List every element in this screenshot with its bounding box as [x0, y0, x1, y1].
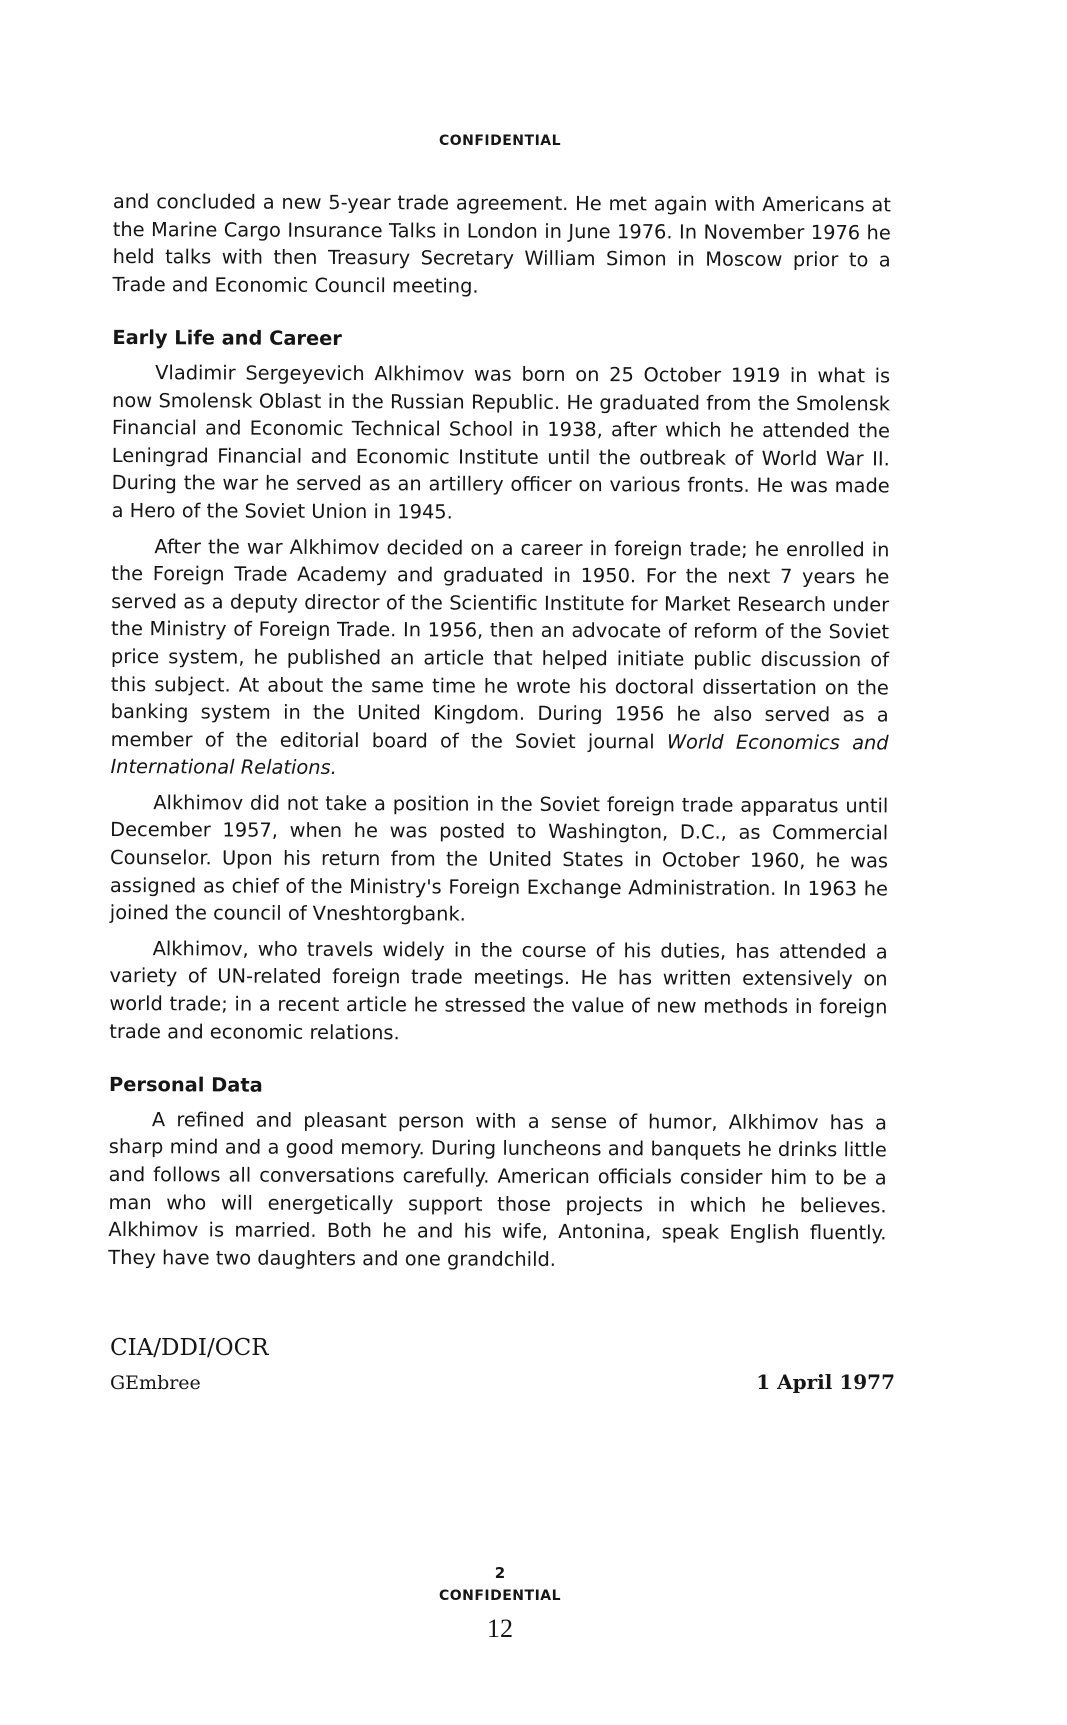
body-text — [108, 188, 891, 1275]
paragraph-career — [110, 533, 889, 785]
paragraph-postings: Alkhimov did not take a position in the Soviet foreign trade apparatus until December 1957, when he was posted to Washington, D.C., as Commercial Counselor. Upon his return from the United States in October 1960, he was assigned as chief of the Ministry's Foreign Exchange Administration. In 1963 he joined the council of Vneshtorgbank. — [109, 791, 889, 926]
intro-paragraph: and concluded a new 5-year trade agreement. He met again with Americans at the Marine Cargo Insurance Talks in London in June 1976. In November 1976 he held talks with then Treasury Secretary William Simon in Moscow prior to a Trade and Economic Council meeting. — [112, 189, 891, 298]
paragraph-travel: Alkhimov, who travels widely in the course of his duties, has attended a variety of UN-related foreign trade meetings. He has written extensively on world trade; in a recent article he stressed the value of new methods in foreign trade and economic relations. — [109, 937, 888, 1044]
paragraph-birth: Vladimir Sergeyevich Alkhimov was born on 25 October 1919 in what is now Smolensk Oblast in the Russian Republic. He graduated from the Smolensk Financial and Economic Technical School in 1938, after which he attended the Leningrad Financial and Economic Institute until the outbreak of World War II. During the war he served as an artillery officer on various fronts. He was made a Hero of the Soviet Union in 1945. — [111, 361, 891, 524]
document-date: 1 April 1977 — [756, 1370, 895, 1394]
classification-footer: CONFIDENTIAL — [438, 1588, 562, 1604]
section-heading-personal-data: Personal Data — [109, 1073, 263, 1097]
page-number: 2 — [494, 1564, 506, 1582]
section-heading-early-life: Early Life and Career — [112, 326, 342, 351]
archive-page-number: 12 — [487, 1614, 513, 1643]
office-code: CIA/DDI/OCR — [110, 1335, 269, 1361]
signature-block — [110, 1334, 895, 1397]
paragraph-career-text: After the war Alkhimov decided on a career in foreign trade; he enrolled in the Foreign Trade Academy and graduated in 1950. For the next 7 years he served as a deputy director of the Scientific Institute for Market Research under the Ministry of Foreign Trade. In 1956, then an advocate of reform of the Soviet price system, he published an article that helped initiate public discussion of this subject. At about the same time he wrote his doctoral dissertation on the banking system in the United Kingdom. During 1956 he also served as a member of the editorial board of the Soviet journal — [110, 534, 890, 754]
paragraph-personal: A refined and pleasant person with a sense of humor, Alkhimov has a sharp mind and a good memory. During luncheons and banquets he drinks little and follows all conversations carefully. American officials consider him to be a man who will energetically support those projects in which he believes. Alkhimov is married. Both he and his wife, Antonina, speak English fluently. They have two daughters and one grandchild. — [108, 1107, 887, 1271]
classification-header: CONFIDENTIAL — [438, 133, 562, 149]
journal-title: World Economics and International Relations. — [110, 730, 889, 780]
author-name: GEmbree — [110, 1372, 201, 1394]
author-date-row — [110, 1362, 895, 1397]
